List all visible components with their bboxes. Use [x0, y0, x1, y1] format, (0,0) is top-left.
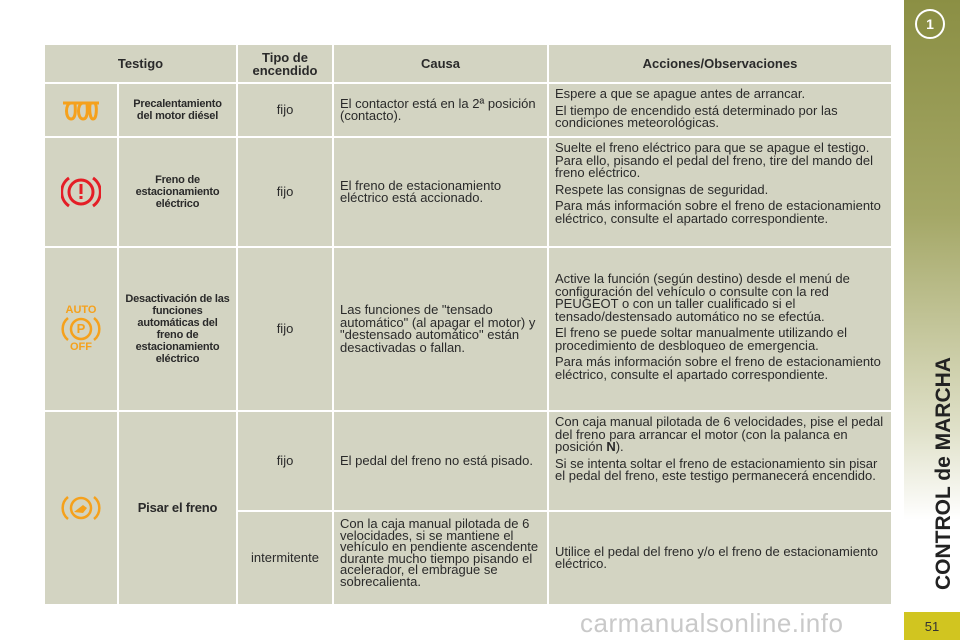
icon-label-off: OFF — [70, 341, 92, 353]
press-brake-icon — [45, 412, 117, 604]
header-acciones: Acciones/Observaciones — [549, 45, 891, 82]
header-causa: Causa — [334, 45, 547, 82]
header-tipo: Tipo de encendido — [238, 45, 332, 82]
glow-plug-icon — [45, 84, 117, 136]
accion-text: Respete las consignas de seguridad. — [555, 181, 769, 197]
causa-text: El contactor está en la 2ª posición (contacto). — [340, 95, 536, 123]
icon-label-p: P — [76, 321, 86, 336]
accion-text: Utilice el pedal del freno y/o el freno de estacionamiento eléctrico. — [555, 543, 879, 571]
row-tipo: fijo — [238, 138, 332, 246]
causa-text: Las funciones de "tensado automático" (al apagar el motor) y "destensado automático" están desactivadas o fallan. — [340, 302, 536, 355]
accion-text: El freno se puede soltar manualmente utilizando el procedimiento de desbloqueo de emergencia. — [555, 325, 847, 353]
icon-label-auto: AUTO — [65, 304, 97, 316]
row-acciones — [549, 512, 891, 604]
chapter-title-pre: CONTROL de — [932, 450, 955, 590]
accion-text: Espere a que se apague antes de arrancar. — [555, 86, 806, 101]
row-acciones — [549, 138, 891, 246]
brake-warning-icon — [45, 138, 117, 246]
row-causa — [334, 412, 547, 510]
row-tipo: fijo — [238, 248, 332, 410]
accion-text: Suelte el freno eléctrico para que se apague el testigo. Para ello, pisando el pedal del freno, tire del mando del freno eléctrico. — [555, 140, 873, 180]
row-tipo: fijo — [238, 412, 332, 510]
accion-pre: Con caja manual pilotada de 6 velocidades, pise el pedal del freno para arrancar el motor (con la palanca en posición — [555, 414, 884, 454]
row-acciones — [549, 412, 891, 510]
row-acciones — [549, 248, 891, 410]
row-name: Freno de estacionamiento eléctrico — [119, 138, 236, 246]
chapter-title — [932, 357, 956, 590]
accion-post: ). — [615, 439, 624, 454]
park-icon — [61, 316, 101, 342]
gear-n: N — [606, 439, 616, 454]
accion-text: Si se intenta soltar el freno de estacionamiento sin pisar el pedal del freno, este testigo permanecerá encendido. — [555, 455, 878, 483]
row-causa: Con la caja manual pilotada de 6 velocidades, si se mantiene el vehículo en pendiente ascendente durante mucho tiempo pisando el acelerador, el embrague se sobrecalienta. — [334, 512, 547, 604]
accion-text — [555, 416, 885, 454]
causa-text: El freno de estacionamiento eléctrico está accionado. — [340, 177, 502, 205]
accion-text: El tiempo de encendido está determinado por las condiciones meteorológicas. — [555, 102, 838, 130]
row-name: Precalentamiento del motor diésel — [119, 84, 236, 136]
causa-text: El pedal del freno no está pisado. — [340, 452, 533, 468]
row-causa — [334, 248, 547, 410]
row-acciones — [549, 84, 891, 136]
row-causa — [334, 84, 547, 136]
page-number: 51 — [904, 612, 960, 640]
chapter-badge: 1 — [915, 9, 945, 39]
auto-park-off-icon — [45, 248, 117, 410]
accion-text: Active la función (según destino) desde el menú de configuración del vehículo o consulte con la red PEUGEOT o con un taller cualificado si el tensado/destensado automático no se efectúa. — [555, 271, 850, 324]
watermark: carmanualsonline.info — [580, 608, 844, 638]
chapter-title-bold: MARCHA — [932, 357, 955, 451]
row-tipo: fijo — [238, 84, 332, 136]
header-testigo: Testigo — [45, 45, 236, 82]
row-name: Desactivación de las funciones automáticas del freno de estacionamiento eléctrico — [119, 248, 236, 410]
accion-text: Para más información sobre el freno de estacionamiento eléctrico, consulte el apartado correspondiente. — [555, 198, 881, 226]
row-name: Pisar el freno — [119, 412, 236, 604]
row-tipo: intermitente — [238, 512, 332, 604]
accion-text: Para más información sobre el freno de estacionamiento eléctrico, consulte el apartado correspondiente. — [555, 354, 881, 382]
row-causa — [334, 138, 547, 246]
